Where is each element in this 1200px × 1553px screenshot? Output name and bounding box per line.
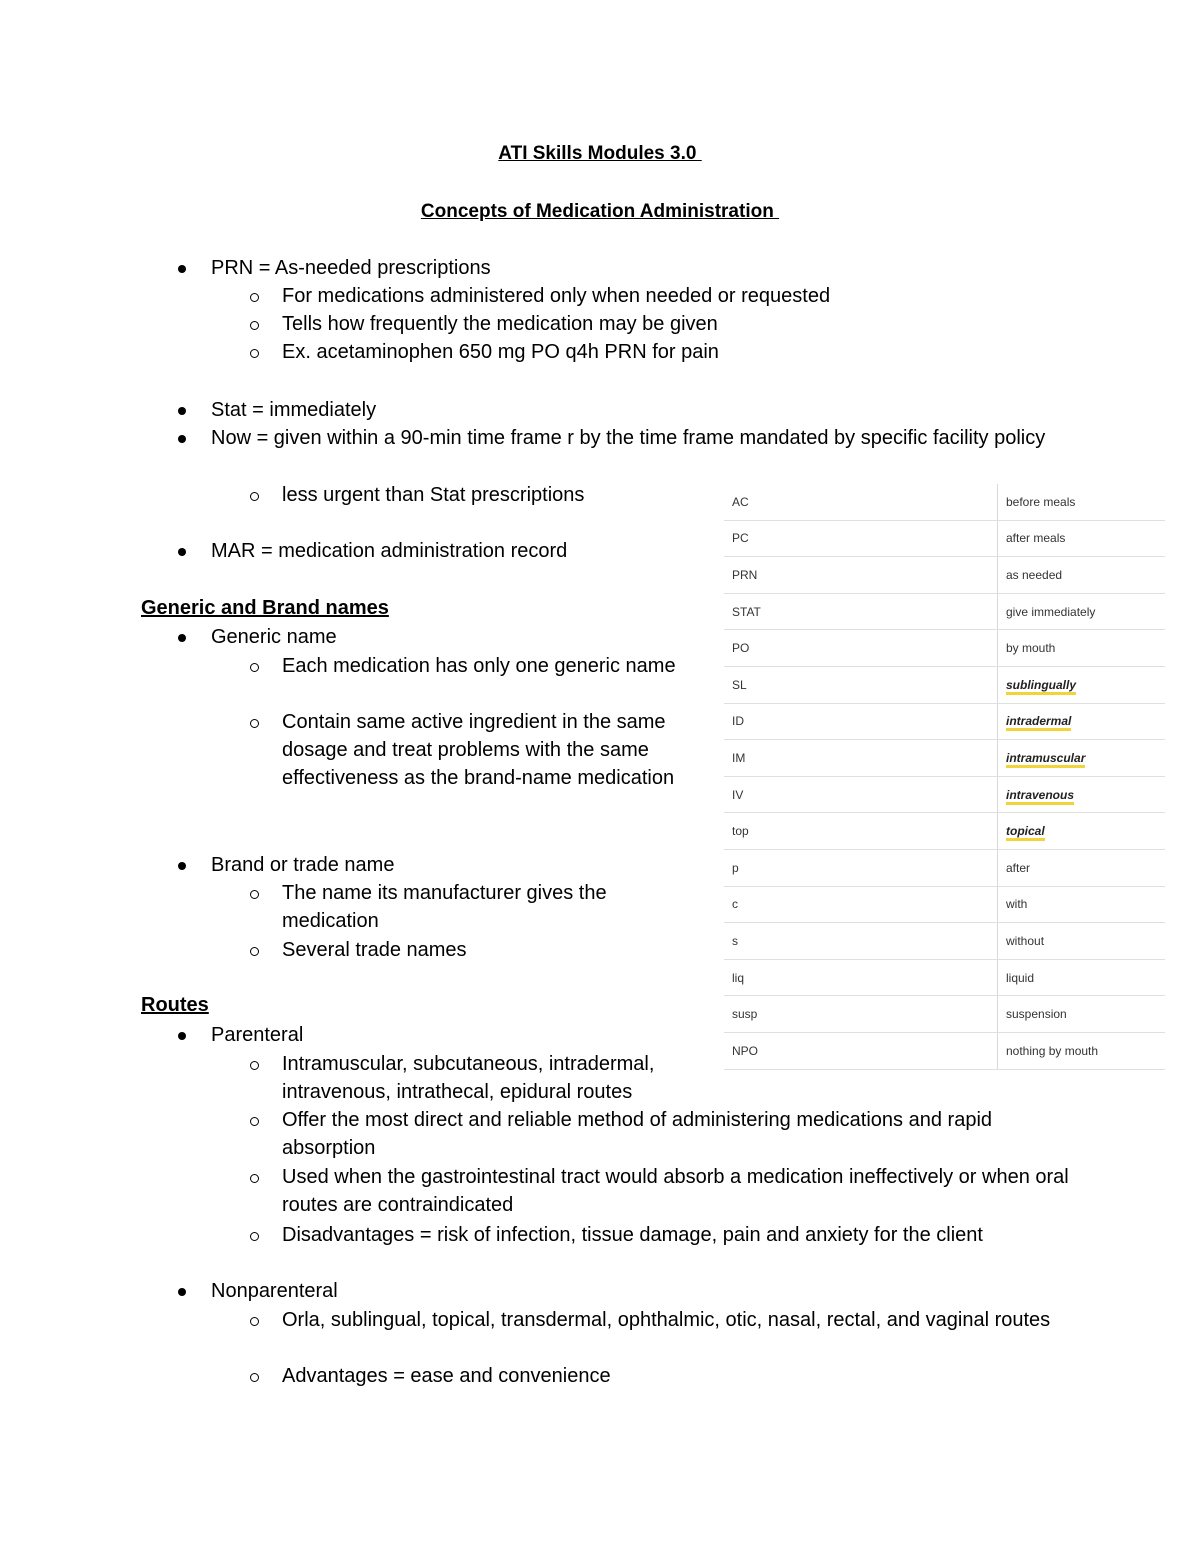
meaning-cell <box>998 593 1166 630</box>
circle-bullet-icon <box>250 719 259 728</box>
meaning-cell <box>998 666 1166 703</box>
table-row <box>724 813 1165 850</box>
bullet-icon <box>178 634 186 642</box>
document-title: ATI Skills Modules 3.0 <box>498 143 702 164</box>
list-item-mar: MAR = medication administration record <box>211 540 568 562</box>
meaning-text: after <box>1006 860 1031 875</box>
table-row <box>724 776 1165 813</box>
bullet-icon <box>178 435 186 443</box>
bullet-icon <box>178 862 186 870</box>
list-item-nonparenteral: Nonparenteral <box>211 1280 338 1302</box>
meaning-text: topical <box>1006 824 1045 841</box>
abbreviation-cell: SL <box>724 666 998 703</box>
table-row <box>724 557 1165 594</box>
table-row <box>724 740 1165 777</box>
meaning-text: suspension <box>1006 1007 1067 1022</box>
meaning-text: sublingually <box>1006 678 1076 695</box>
meaning-cell <box>998 776 1166 813</box>
section-heading-routes: Routes <box>141 994 209 1016</box>
table-row <box>724 923 1165 960</box>
meaning-cell <box>998 996 1166 1033</box>
circle-bullet-icon <box>250 293 259 302</box>
meaning-cell <box>998 703 1166 740</box>
meaning-text: nothing by mouth <box>1006 1043 1099 1058</box>
circle-bullet-icon <box>250 349 259 358</box>
table-row <box>724 1032 1165 1069</box>
abbreviation-cell: AC <box>724 484 998 520</box>
meaning-cell <box>998 886 1166 923</box>
list-subitem: Intramuscular, subcutaneous, intradermal, intravenous, intrathecal, epidural routes <box>282 1053 655 1103</box>
bullet-icon <box>178 265 186 273</box>
meaning-text: intramuscular <box>1006 751 1085 768</box>
circle-bullet-icon <box>250 1061 259 1070</box>
meaning-cell <box>998 557 1166 594</box>
list-subitem: Used when the gastrointestinal tract would absorb a medication ineffectively or when oral routes are contraindicated <box>282 1166 1069 1216</box>
abbreviation-cell: PO <box>724 630 998 667</box>
circle-bullet-icon <box>250 1232 259 1241</box>
circle-bullet-icon <box>250 1373 259 1382</box>
abbreviation-cell: susp <box>724 996 998 1033</box>
list-subitem: Tells how frequently the medication may be given <box>282 313 718 335</box>
meaning-text: as needed <box>1006 567 1063 582</box>
table-row <box>724 996 1165 1033</box>
meaning-cell <box>998 484 1166 520</box>
meaning-text: with <box>1006 897 1028 912</box>
abbreviation-table <box>724 484 1165 1070</box>
table-row <box>724 886 1165 923</box>
circle-bullet-icon <box>250 890 259 899</box>
bullet-icon <box>178 407 186 415</box>
list-subitem: Offer the most direct and reliable method of administering medications and rapid absorption <box>282 1109 993 1159</box>
bullet-icon <box>178 1032 186 1040</box>
meaning-text: by mouth <box>1006 641 1056 656</box>
list-subitem: Each medication has only one generic name <box>282 655 676 677</box>
abbreviation-cell: PC <box>724 520 998 557</box>
circle-bullet-icon <box>250 1317 259 1326</box>
abbreviation-cell: PRN <box>724 557 998 594</box>
list-item-brand-name: Brand or trade name <box>211 854 395 876</box>
circle-bullet-icon <box>250 1117 259 1126</box>
abbreviation-cell: p <box>724 849 998 886</box>
meaning-cell <box>998 959 1166 996</box>
abbreviation-cell: liq <box>724 959 998 996</box>
list-subitem: Contain same active ingredient in the same dosage and treat problems with the same effectiveness as the brand-name medication <box>282 711 675 789</box>
section-heading-generic: Generic and Brand names <box>141 597 389 619</box>
list-subitem: For medications administered only when needed or requested <box>282 285 831 307</box>
circle-bullet-icon <box>250 492 259 501</box>
table-row <box>724 593 1165 630</box>
abbreviation-cell: ID <box>724 703 998 740</box>
table-row <box>724 666 1165 703</box>
meaning-cell <box>998 520 1166 557</box>
list-item-prn: PRN = As-needed prescriptions <box>211 257 491 279</box>
meaning-text: give immediately <box>1006 604 1096 619</box>
meaning-text: after meals <box>1006 531 1066 546</box>
list-item-now: Now = given within a 90-min time frame r by the time frame mandated by specific facility policy <box>211 427 1046 449</box>
abbreviation-cell: top <box>724 813 998 850</box>
table-row <box>724 484 1165 520</box>
meaning-text: liquid <box>1006 970 1035 985</box>
list-item-generic-name: Generic name <box>211 626 337 648</box>
meaning-cell <box>998 1032 1166 1069</box>
list-subitem: Several trade names <box>282 939 467 961</box>
list-item-parenteral: Parenteral <box>211 1024 304 1046</box>
list-item-stat: Stat = immediately <box>211 399 377 421</box>
circle-bullet-icon <box>250 663 259 672</box>
abbreviation-cell: NPO <box>724 1032 998 1069</box>
list-subitem: Ex. acetaminophen 650 mg PO q4h PRN for pain <box>282 341 719 363</box>
meaning-text: before meals <box>1006 494 1076 509</box>
meaning-cell <box>998 923 1166 960</box>
meaning-cell <box>998 630 1166 667</box>
bullet-icon <box>178 1288 186 1296</box>
meaning-text: intravenous <box>1006 788 1074 805</box>
document-subtitle: Concepts of Medication Administration <box>420 201 780 222</box>
abbreviation-cell: IV <box>724 776 998 813</box>
list-subitem: less urgent than Stat prescriptions <box>282 484 585 506</box>
meaning-cell <box>998 849 1166 886</box>
abbreviation-cell: c <box>724 886 998 923</box>
list-subitem: Disadvantages = risk of infection, tissue damage, pain and anxiety for the client <box>282 1224 983 1246</box>
meaning-cell <box>998 813 1166 850</box>
meaning-text: without <box>1006 933 1045 948</box>
list-subitem: The name its manufacturer gives the medication <box>282 882 607 932</box>
table-row <box>724 959 1165 996</box>
abbreviation-cell: STAT <box>724 593 998 630</box>
abbreviation-cell: IM <box>724 740 998 777</box>
bullet-icon <box>178 548 186 556</box>
list-subitem: Orla, sublingual, topical, transdermal, ophthalmic, otic, nasal, rectal, and vaginal routes <box>282 1309 1051 1331</box>
circle-bullet-icon <box>250 1174 259 1183</box>
table-row <box>724 849 1165 886</box>
table-row <box>724 630 1165 667</box>
circle-bullet-icon <box>250 321 259 330</box>
list-subitem: Advantages = ease and convenience <box>282 1365 611 1387</box>
meaning-cell <box>998 740 1166 777</box>
table-row <box>724 703 1165 740</box>
circle-bullet-icon <box>250 947 259 956</box>
meaning-text: intradermal <box>1006 714 1071 731</box>
abbreviation-cell: s <box>724 923 998 960</box>
table-row <box>724 520 1165 557</box>
